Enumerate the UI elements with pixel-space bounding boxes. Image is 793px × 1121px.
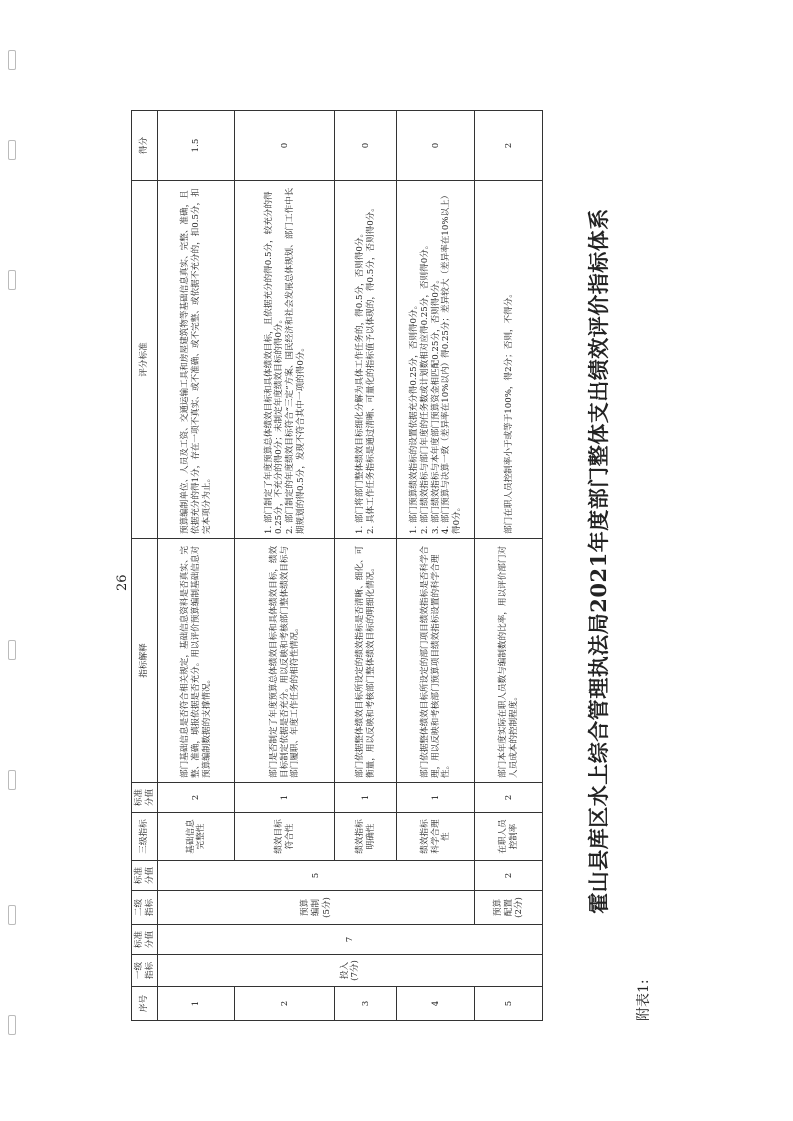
rotated-page	[101, 61, 691, 1061]
level3-score: 1	[335, 783, 397, 813]
col-header: 标准分值	[132, 783, 158, 813]
level3-indicator: 绩效目标符合性	[235, 813, 335, 861]
scoring-criteria	[397, 181, 475, 539]
col-header: 得分	[132, 111, 158, 181]
scoring-criteria	[235, 181, 335, 539]
row-number: 4	[397, 987, 475, 1021]
col-header: 标准分值	[132, 925, 158, 955]
level2-indicator: 预算配置(2分)	[475, 891, 543, 925]
score-value: 0	[235, 111, 335, 181]
level1-score: 7	[158, 925, 543, 955]
indicator-explanation: 部门本年度实际在职人员数与编制数的比率，用以评价部门对人员成本的控制程度。	[475, 539, 543, 783]
table-row	[475, 111, 543, 1021]
criteria-line: 1. 部门预算绩效指标的设置依据充分得0.25分，否则得0分。	[409, 300, 420, 534]
criteria-line: 2. 具体工作任务指标是通过清晰、可量化的指标值予以体现的，得0.5分，否则得0分。	[365, 203, 376, 534]
indicator-table	[131, 110, 543, 1021]
scoring-criteria	[158, 181, 235, 539]
col-header: 标准分值	[132, 861, 158, 891]
level3-indicator: 基础信息完整性	[158, 813, 235, 861]
criteria-line: 2. 部门绩效指标与部门年度的任务数或计划数相对应得0.25分，否则得0分。	[419, 240, 430, 534]
row-number: 2	[235, 987, 335, 1021]
col-header: 三级指标	[132, 813, 158, 861]
col-header: 序号	[132, 987, 158, 1021]
page-title: 霍山县库区水上综合管理执法局2021年度部门整体支出绩效评价指标体系	[586, 208, 611, 914]
indicator-explanation: 部门依据整体绩效目标所设定的部门项目绩效指标是否科学合理，用以反映和考核部门预算项目绩效指标设置的科学合理性。	[397, 539, 475, 783]
appendix-label: 附表1:	[636, 979, 652, 1021]
row-number: 3	[335, 987, 397, 1021]
score-value: 0	[335, 111, 397, 181]
criteria-line: 预算编制单位、人员及工资、交通运输工具和房屋建筑物等基础信息真实、完整、准确，且依据充分的得1分，存在一项不真实、或不准确、或不完整、或依据不充分的，扣0.5分，扣完本项分为止。	[180, 188, 212, 534]
col-header: 指标解释	[132, 539, 158, 783]
criteria-line: 部门在职人员控制率小于或等于100%，得2分；否则，不得分。	[503, 289, 514, 534]
indicator-explanation: 部门是否制定了年度预算总体绩效目标和具体绩效目标，绩效目标制定依据是否充分。用以反映和考核部门整体绩效目标与部门履职、年度工作任务的相符性情况。	[235, 539, 335, 783]
table-header-row	[132, 111, 158, 1021]
level2-score: 2	[475, 861, 543, 891]
level1-indicator: 投入(7分)	[158, 955, 543, 987]
level3-score: 2	[475, 783, 543, 813]
criteria-line: 4. 部门预算与决算一致（差异率在10%以内）得0.25分；差异较大（差异率在10%以上）得0分。	[441, 190, 463, 534]
criteria-line: 1. 部门制定了年度预算总体绩效目标和具体绩效目标，且依据充分的得0.5分，较充分的得0.25分，不充分的得0分；未制定年度绩效目标的得0分。	[263, 191, 285, 534]
level3-indicator: 绩效指标明确性	[335, 813, 397, 861]
indicator-explanation: 部门基础信息是否符合相关规定，基础信息资料是否真实、完整、准确，填报依据是否充分。用以评价预算编制基础信息对预算编制数据的支撑情况。	[158, 539, 235, 783]
indicator-explanation: 部门依据整体绩效目标所设定的绩效指标是否清晰、细化、可衡量，用以反映和考核部门整体绩效目标的明细化情况。	[335, 539, 397, 783]
level2-score: 5	[158, 861, 475, 891]
col-header: 一级指标	[132, 955, 158, 987]
score-value: 0	[397, 111, 475, 181]
level3-score: 1	[235, 783, 335, 813]
level2-indicator: 预算编制(5分)	[158, 891, 475, 925]
criteria-line: 1. 部门将部门整体绩效目标细化分解为具体工作任务的，得0.5分，否则得0分。	[355, 228, 366, 534]
col-header: 二级指标	[132, 891, 158, 925]
score-value: 1.5	[158, 111, 235, 181]
level3-score: 1	[397, 783, 475, 813]
level3-score: 2	[158, 783, 235, 813]
level3-indicator: 在职人员控制率	[475, 813, 543, 861]
col-header: 评分标准	[132, 181, 158, 539]
page-number: 26	[115, 574, 130, 591]
criteria-line: 3. 部门绩效指标与本年度部门预算资金相匹配0.25分，否则得0分。	[430, 275, 441, 534]
row-number: 5	[475, 987, 543, 1021]
scoring-criteria	[335, 181, 397, 539]
criteria-line: 2. 部门制定的年度绩效目标符合“三定”方案、国民经济和社会发展总体规划、部门工作中长期规划的得0.5分，发现不符合其中一项的得0分。	[284, 187, 306, 534]
row-number: 1	[158, 987, 235, 1021]
scoring-criteria	[475, 181, 543, 539]
score-value: 2	[475, 111, 543, 181]
table-row	[158, 111, 235, 1021]
level3-indicator: 绩效指标科学合理性	[397, 813, 475, 861]
